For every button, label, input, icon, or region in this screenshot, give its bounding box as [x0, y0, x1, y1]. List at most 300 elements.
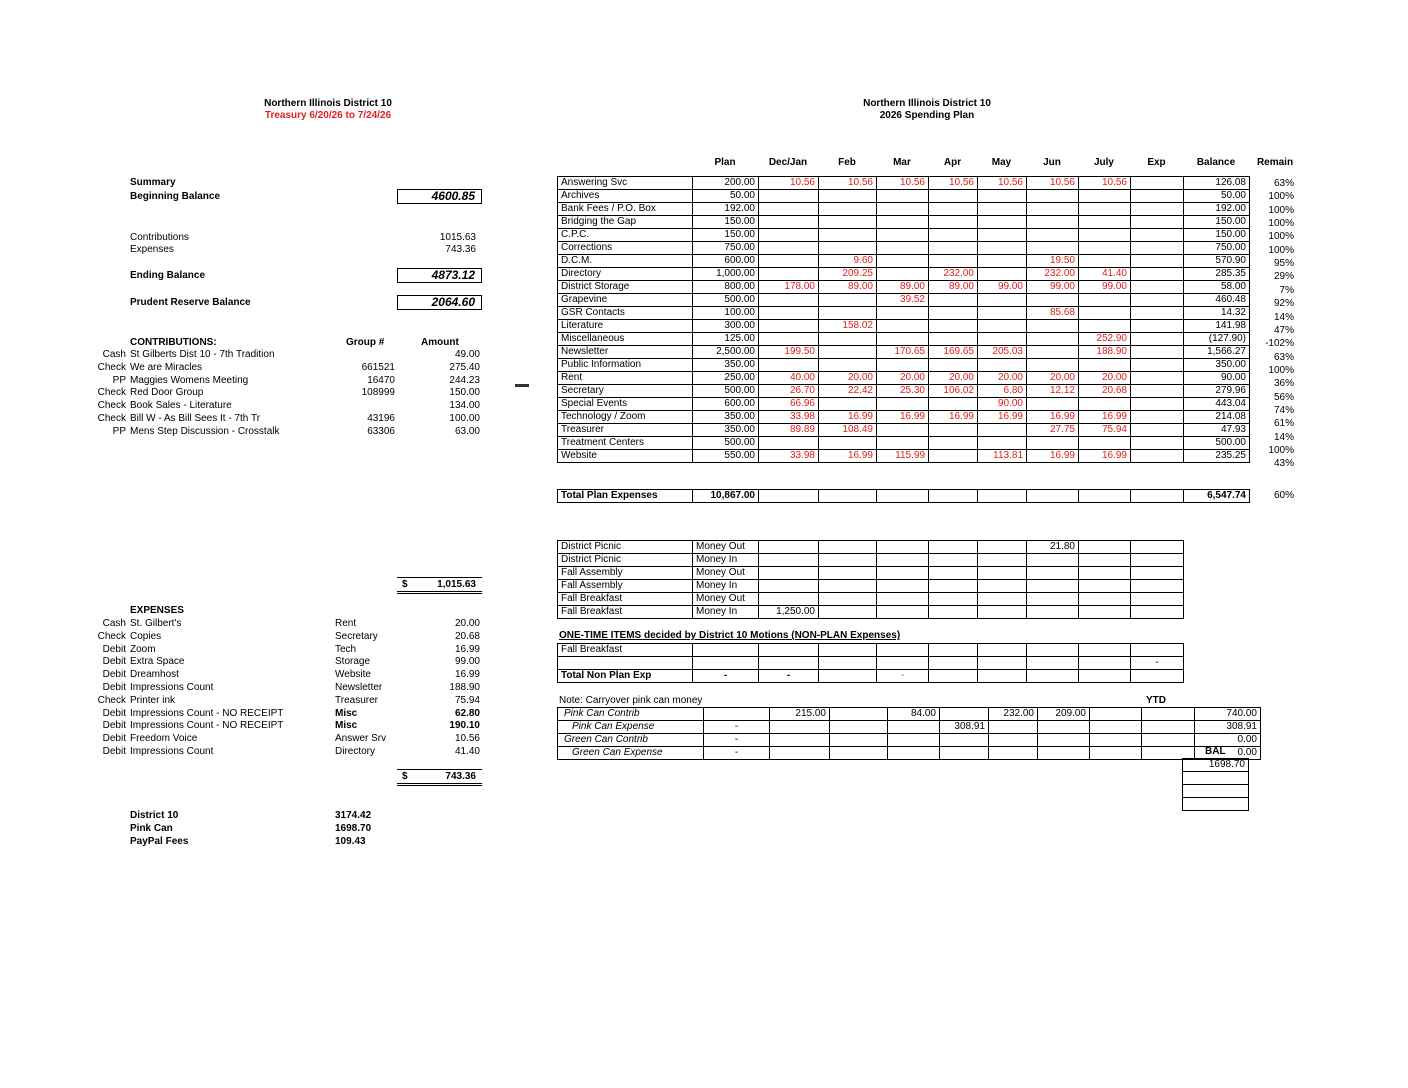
- plan-balance: 235.25: [1184, 450, 1250, 463]
- nonplan-label: Total Non Plan Exp: [558, 670, 693, 683]
- event-month-value: [978, 606, 1027, 619]
- plan-row: [558, 294, 1250, 307]
- expense-name: Dreamhost: [130, 669, 179, 681]
- onetime-cell: [759, 644, 819, 657]
- can-month-value: 209.00: [1038, 708, 1090, 721]
- beginning-balance-label: Beginning Balance: [130, 191, 221, 202]
- plan-title: Northern Illinois District 10: [863, 98, 991, 109]
- plan-column-header: Jun: [1043, 157, 1061, 168]
- plan-remain: 29%: [1273, 271, 1294, 283]
- expense-amount: 41.40: [454, 746, 480, 757]
- total-empty-cell: [759, 490, 819, 503]
- plan-balance: 443.04: [1184, 398, 1250, 411]
- event-month-value: [1079, 593, 1131, 606]
- expense-amount: 188.90: [449, 682, 480, 693]
- can-row: [558, 721, 1261, 734]
- plan-category: Rent: [558, 372, 693, 385]
- plan-row: [558, 229, 1250, 242]
- month-expense: [877, 255, 929, 268]
- contribution-group: 63306: [367, 425, 395, 437]
- plan-balance: 141.98: [1184, 320, 1250, 333]
- fund-value: 109.43: [335, 836, 366, 847]
- month-expense: [978, 437, 1027, 450]
- month-expense: 99.00: [1027, 281, 1079, 294]
- plan-column-header: Dec/Jan: [768, 157, 808, 168]
- expense-type: Check: [97, 694, 126, 706]
- month-expense: [929, 255, 978, 268]
- event-flow: Money Out: [693, 541, 759, 554]
- plan-amount: 50.00: [693, 190, 759, 203]
- month-expense: [877, 398, 929, 411]
- contribution-amount: 275.40: [449, 361, 480, 373]
- month-expense: [929, 229, 978, 242]
- can-month-value: [830, 747, 888, 760]
- contribution-type: Check: [97, 361, 126, 373]
- expense-category: Tech: [335, 643, 357, 655]
- month-expense: [929, 424, 978, 437]
- month-expense: [819, 229, 877, 242]
- event-month-value: [877, 580, 929, 593]
- exp-total-value: 743.36: [445, 771, 476, 782]
- plan-row: [558, 320, 1250, 333]
- contribution-type: PP: [112, 425, 126, 437]
- expense-category: Rent: [335, 618, 357, 629]
- event-name: Fall Assembly: [558, 580, 693, 593]
- onetime-table: [557, 643, 1184, 683]
- can-row: [558, 747, 1261, 760]
- contribution-name: St Gilberts Dist 10 - 7th Tradition: [130, 349, 275, 360]
- month-expense: [978, 424, 1027, 437]
- nonplan-cell: [1027, 670, 1079, 683]
- month-expense: [929, 437, 978, 450]
- plan-balance: 126.08: [1184, 177, 1250, 190]
- event-month-value: [877, 593, 929, 606]
- event-month-value: [1027, 567, 1079, 580]
- month-expense: [978, 229, 1027, 242]
- month-expense: [819, 359, 877, 372]
- event-month-value: [877, 554, 929, 567]
- nonplan-total-row: [558, 670, 1184, 683]
- month-expense: 16.99: [1079, 450, 1131, 463]
- expense-amount: 10.56: [454, 733, 480, 745]
- month-expense: [1027, 333, 1079, 346]
- can-month-value: [989, 734, 1038, 747]
- plan-category: Newsletter: [558, 346, 693, 359]
- month-expense: 89.00: [877, 281, 929, 294]
- can-month-value: [1038, 721, 1090, 734]
- month-expense: 89.00: [929, 281, 978, 294]
- expenses-value: 743.36: [445, 244, 476, 255]
- month-expense: [929, 307, 978, 320]
- onetime-title: ONE-TIME ITEMS decided by District 10 Motions (NON-PLAN Expenses): [559, 630, 901, 641]
- month-expense: [877, 216, 929, 229]
- month-expense: [978, 190, 1027, 203]
- month-expense: [877, 203, 929, 216]
- plan-row: [558, 177, 1250, 190]
- plan-row: [558, 307, 1250, 320]
- beginning-balance-value: 4600.85: [397, 189, 482, 204]
- can-month-value: [888, 721, 940, 734]
- plan-remain: 14%: [1273, 431, 1294, 443]
- month-expense: 10.56: [819, 177, 877, 190]
- month-expense: [929, 450, 978, 463]
- can-month-value: [989, 747, 1038, 760]
- month-expense: [1079, 190, 1131, 203]
- month-expense: 20.00: [819, 372, 877, 385]
- plan-amount: 250.00: [693, 372, 759, 385]
- total-empty-cell: [1027, 490, 1079, 503]
- event-month-value: [929, 554, 978, 567]
- event-month-value: [819, 541, 877, 554]
- month-expense: 106.02: [929, 385, 978, 398]
- total-plan-table: [557, 489, 1250, 503]
- expense-name: Copies: [130, 630, 162, 642]
- month-expense: 85.68: [1027, 307, 1079, 320]
- plan-row: [558, 437, 1250, 450]
- month-expense: [929, 216, 978, 229]
- month-expense: 199.50: [759, 346, 819, 359]
- plan-category: District Storage: [558, 281, 693, 294]
- plan-subtitle: 2026 Spending Plan: [879, 110, 975, 121]
- onetime-cell: -: [1131, 657, 1184, 670]
- plan-row: [558, 398, 1250, 411]
- contributions-value: 1015.63: [439, 232, 476, 243]
- spending-plan-table: [557, 176, 1250, 463]
- month-expense: 10.56: [978, 177, 1027, 190]
- month-expense: [877, 229, 929, 242]
- contribution-name: Bill W - As Bill Sees It - 7th Tr: [130, 413, 261, 424]
- month-expense: 89.00: [819, 281, 877, 294]
- plan-row: [558, 255, 1250, 268]
- plan-balance: 47.93: [1184, 424, 1250, 437]
- event-month-value: [929, 593, 978, 606]
- month-expense: [1027, 242, 1079, 255]
- month-expense: [1131, 216, 1184, 229]
- can-plan: -: [704, 747, 770, 760]
- month-expense: [1079, 203, 1131, 216]
- plan-amount: 1,000.00: [693, 268, 759, 281]
- expense-name: Impressions Count: [130, 682, 214, 693]
- plan-amount: 125.00: [693, 333, 759, 346]
- event-month-value: [1079, 554, 1131, 567]
- month-expense: [1027, 190, 1079, 203]
- event-month-value: [1027, 554, 1079, 567]
- expense-category: Directory: [335, 746, 376, 757]
- month-expense: 10.56: [1079, 177, 1131, 190]
- onetime-name: [558, 657, 693, 670]
- can-month-value: [888, 734, 940, 747]
- plan-balance: 1,566.27: [1184, 346, 1250, 359]
- month-expense: 16.99: [819, 411, 877, 424]
- expense-type: Cash: [102, 618, 126, 629]
- month-expense: [877, 242, 929, 255]
- onetime-name: Fall Breakfast: [558, 644, 693, 657]
- event-month-value: [759, 593, 819, 606]
- event-flow: Money In: [693, 580, 759, 593]
- month-expense: 39.52: [877, 294, 929, 307]
- month-expense: 16.99: [929, 411, 978, 424]
- month-expense: [1027, 346, 1079, 359]
- month-expense: [1131, 424, 1184, 437]
- can-month-value: [940, 708, 989, 721]
- onetime-row: [558, 657, 1184, 670]
- plan-amount: 500.00: [693, 385, 759, 398]
- event-month-value: [929, 580, 978, 593]
- event-row: [558, 554, 1184, 567]
- month-expense: 16.99: [1027, 411, 1079, 424]
- event-month-value: [1131, 554, 1184, 567]
- event-name: Fall Assembly: [558, 567, 693, 580]
- event-month-value: [978, 567, 1027, 580]
- expense-amount: 16.99: [454, 669, 480, 681]
- contrib-total-value: 1,015.63: [437, 579, 476, 590]
- month-expense: [819, 190, 877, 203]
- plan-balance: 350.00: [1184, 359, 1250, 372]
- onetime-cell: [693, 657, 759, 670]
- amount-header: Amount: [421, 337, 459, 348]
- month-expense: 6.80: [978, 385, 1027, 398]
- nonplan-cell: [1131, 670, 1184, 683]
- contribution-amount: 63.00: [454, 425, 480, 437]
- month-expense: [1131, 385, 1184, 398]
- expense-amount: 16.99: [454, 643, 480, 655]
- month-expense: [1131, 437, 1184, 450]
- month-expense: 158.02: [819, 320, 877, 333]
- bal-row: [1183, 772, 1249, 785]
- month-expense: [1131, 177, 1184, 190]
- month-expense: 99.00: [1079, 281, 1131, 294]
- month-expense: [1131, 229, 1184, 242]
- month-expense: 170.65: [877, 346, 929, 359]
- plan-row: [558, 411, 1250, 424]
- month-expense: [1131, 242, 1184, 255]
- can-plan: -: [704, 721, 770, 734]
- contribution-amount: 150.00: [449, 387, 480, 399]
- separator-dash: [515, 384, 529, 387]
- carryover-note: Note: Carryover pink can money: [559, 695, 703, 706]
- bal-table: [1182, 758, 1249, 811]
- plan-category: C.P.C.: [558, 229, 693, 242]
- plan-category: Bridging the Gap: [558, 216, 693, 229]
- plan-amount: 100.00: [693, 307, 759, 320]
- event-month-value: [929, 606, 978, 619]
- nonplan-cell: [929, 670, 978, 683]
- expense-name: Extra Space: [130, 656, 185, 668]
- month-expense: 16.99: [877, 411, 929, 424]
- contribution-type: PP: [112, 374, 126, 386]
- exp-total-symbol: $: [402, 771, 408, 782]
- month-expense: [759, 268, 819, 281]
- nonplan-cell: [819, 670, 877, 683]
- expenses-header: EXPENSES: [130, 605, 184, 616]
- expense-amount: 99.00: [454, 656, 480, 668]
- can-name: Pink Can Contrib: [558, 708, 704, 721]
- month-expense: 26.70: [759, 385, 819, 398]
- contribution-amount: 100.00: [449, 413, 480, 424]
- onetime-cell: [1027, 657, 1079, 670]
- event-month-value: [877, 567, 929, 580]
- month-expense: [819, 216, 877, 229]
- contribution-amount: 244.23: [449, 374, 480, 386]
- month-expense: [1079, 320, 1131, 333]
- expense-category: Treasurer: [335, 694, 378, 706]
- plan-remain: 56%: [1273, 391, 1294, 403]
- onetime-cell: [877, 644, 929, 657]
- plan-category: Answering Svc: [558, 177, 693, 190]
- expense-type: Debit: [102, 682, 126, 693]
- month-expense: [877, 190, 929, 203]
- nonplan-cell: [1079, 670, 1131, 683]
- plan-column-header: Remain: [1256, 157, 1294, 168]
- month-expense: [877, 424, 929, 437]
- plan-row: [558, 385, 1250, 398]
- plan-column-header: Mar: [893, 157, 911, 168]
- event-month-value: 1,250.00: [759, 606, 819, 619]
- expense-type: Check: [97, 630, 126, 642]
- total-remain: 60%: [1273, 490, 1294, 501]
- contributions-header: CONTRIBUTIONS:: [130, 337, 217, 348]
- contrib-total-symbol: $: [402, 579, 408, 590]
- plan-remain: 100%: [1268, 218, 1294, 230]
- plan-amount: 350.00: [693, 411, 759, 424]
- plan-row: [558, 190, 1250, 203]
- contribution-type: Check: [97, 413, 126, 424]
- plan-column-header: Plan: [714, 157, 736, 168]
- month-expense: [1079, 294, 1131, 307]
- month-expense: [1079, 437, 1131, 450]
- month-expense: [929, 190, 978, 203]
- plan-row: [558, 450, 1250, 463]
- plan-remain: 47%: [1273, 324, 1294, 336]
- contribution-name: Red Door Group: [130, 387, 204, 399]
- prudent-reserve-value: 2064.60: [397, 295, 482, 310]
- month-expense: [819, 346, 877, 359]
- month-expense: 33.98: [759, 411, 819, 424]
- plan-remain: 14%: [1273, 311, 1294, 323]
- event-month-value: [759, 580, 819, 593]
- plan-remain: 100%: [1268, 244, 1294, 256]
- event-name: District Picnic: [558, 554, 693, 567]
- event-month-value: [759, 541, 819, 554]
- bal-row: [1183, 785, 1249, 798]
- can-name: Pink Can Expense: [558, 721, 704, 734]
- can-plan: -: [704, 734, 770, 747]
- month-expense: [759, 216, 819, 229]
- plan-balance: 460.48: [1184, 294, 1250, 307]
- onetime-cell: [759, 657, 819, 670]
- plan-column-header: Balance: [1196, 157, 1236, 168]
- onetime-cell: [929, 644, 978, 657]
- month-expense: 10.56: [759, 177, 819, 190]
- contrib-total-rule-bottom: [397, 591, 482, 594]
- can-month-value: [940, 747, 989, 760]
- month-expense: [819, 307, 877, 320]
- plan-column-header: July: [1093, 157, 1114, 168]
- plan-remain: 63%: [1273, 351, 1294, 363]
- event-month-value: [1027, 606, 1079, 619]
- month-expense: [1027, 203, 1079, 216]
- plan-balance: 90.00: [1184, 372, 1250, 385]
- plan-remain: 43%: [1273, 458, 1294, 470]
- expense-type: Debit: [102, 643, 126, 655]
- can-ytd: 740.00: [1195, 708, 1261, 721]
- expense-name: Printer ink: [130, 694, 176, 706]
- can-month-value: [1038, 734, 1090, 747]
- event-month-value: [819, 554, 877, 567]
- can-ytd: 0.00: [1195, 734, 1261, 747]
- plan-category: Special Events: [558, 398, 693, 411]
- plan-category: Grapevine: [558, 294, 693, 307]
- month-expense: [759, 359, 819, 372]
- month-expense: [978, 320, 1027, 333]
- expense-name: Zoom: [130, 643, 156, 655]
- plan-balance: 570.90: [1184, 255, 1250, 268]
- fund-label: District 10: [130, 810, 179, 821]
- contribution-name: We are Miracles: [130, 361, 203, 373]
- bal-row: [1183, 759, 1249, 772]
- month-expense: [1131, 255, 1184, 268]
- expense-type: Debit: [102, 656, 126, 668]
- event-month-value: [759, 554, 819, 567]
- month-expense: 178.00: [759, 281, 819, 294]
- cans-table: [557, 707, 1261, 760]
- event-month-value: [1131, 541, 1184, 554]
- month-expense: [1027, 229, 1079, 242]
- onetime-cell: [1079, 644, 1131, 657]
- event-month-value: [1027, 580, 1079, 593]
- can-ytd: 0.00: [1195, 747, 1261, 760]
- month-expense: [1027, 359, 1079, 372]
- event-month-value: [877, 541, 929, 554]
- month-expense: [1131, 359, 1184, 372]
- month-expense: 33.98: [759, 450, 819, 463]
- can-row: [558, 708, 1261, 721]
- event-name: District Picnic: [558, 541, 693, 554]
- event-row: [558, 541, 1184, 554]
- plan-amount: 550.00: [693, 450, 759, 463]
- nonplan-cell: -: [693, 670, 759, 683]
- can-month-value: [989, 721, 1038, 734]
- month-expense: [877, 437, 929, 450]
- nonplan-cell: -: [877, 670, 929, 683]
- month-expense: 89.89: [759, 424, 819, 437]
- expense-name: Impressions Count: [130, 746, 214, 757]
- expense-amount: 190.10: [449, 720, 480, 732]
- expense-amount: 20.68: [454, 630, 480, 642]
- plan-balance: 750.00: [1184, 242, 1250, 255]
- month-expense: 10.56: [1027, 177, 1079, 190]
- bal-empty-cell: [1183, 772, 1249, 785]
- contribution-name: Maggies Womens Meeting: [130, 374, 249, 386]
- onetime-cell: [877, 657, 929, 670]
- onetime-cell: [819, 644, 877, 657]
- can-month-value: [1090, 747, 1142, 760]
- expenses-label: Expenses: [130, 244, 174, 255]
- month-expense: [759, 320, 819, 333]
- can-ytd: 308.91: [1195, 721, 1261, 734]
- event-month-value: [819, 606, 877, 619]
- event-month-value: [819, 593, 877, 606]
- plan-column-header: Exp: [1147, 157, 1166, 168]
- total-empty-cell: [1131, 490, 1184, 503]
- month-expense: [877, 359, 929, 372]
- can-month-value: [830, 708, 888, 721]
- month-expense: [1079, 255, 1131, 268]
- event-month-value: [1079, 541, 1131, 554]
- month-expense: [1131, 450, 1184, 463]
- plan-remain: 100%: [1268, 364, 1294, 376]
- plan-amount: 500.00: [693, 437, 759, 450]
